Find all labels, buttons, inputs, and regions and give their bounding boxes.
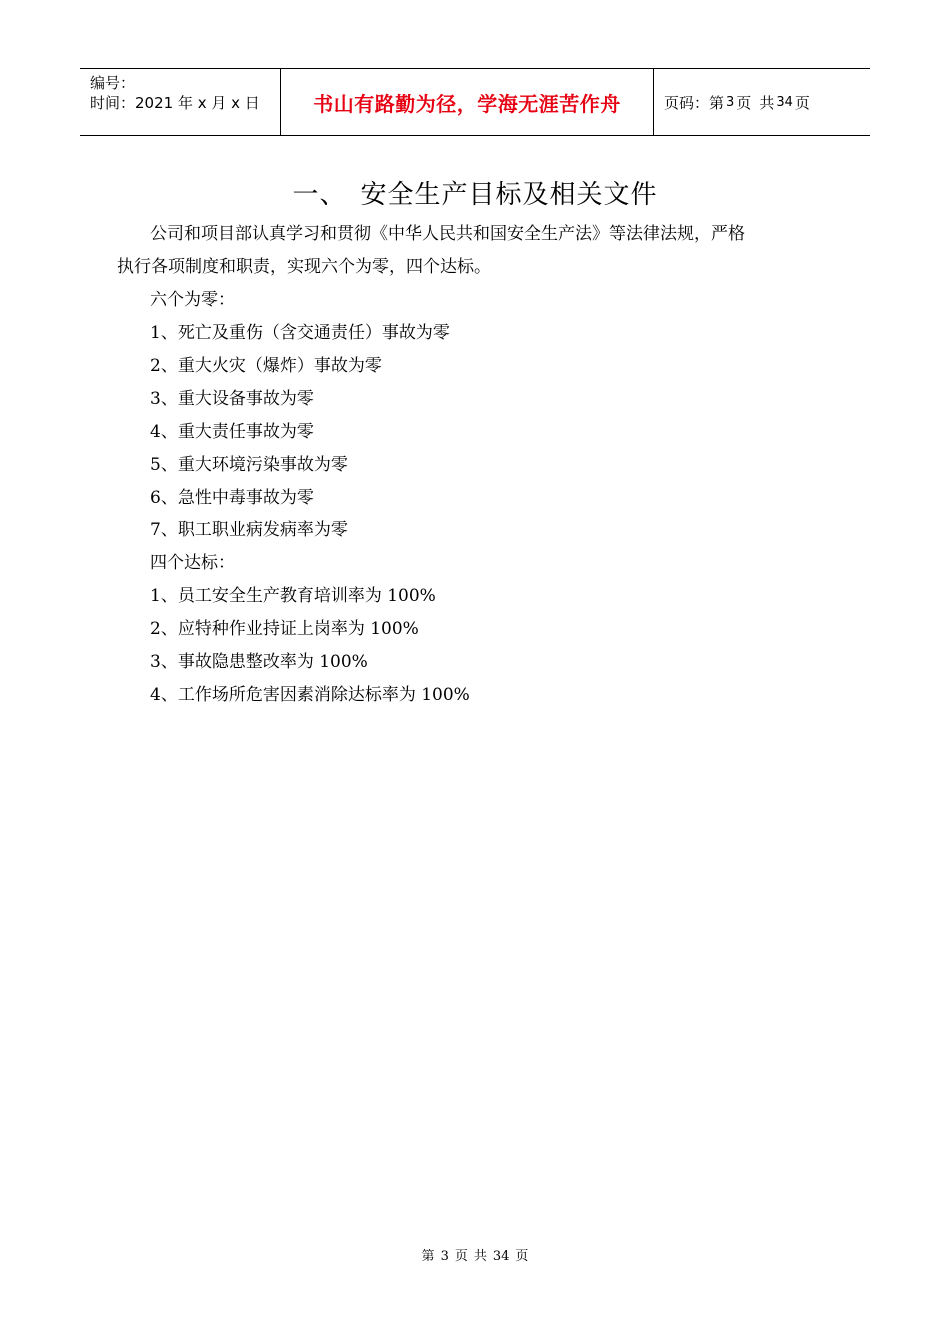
intro-line-2: 执行各项制度和职责，实现六个为零，四个达标。 xyxy=(117,257,491,277)
footer-total-prefix: 共 xyxy=(473,1249,487,1264)
list-item: 4、重大责任事故为零 xyxy=(150,422,314,442)
list-item: 6、急性中毒事故为零 xyxy=(150,488,314,508)
page-current: 3 xyxy=(726,94,735,110)
six-zero-heading: 六个为零： xyxy=(150,290,235,310)
section-title-text: 安全生产目标及相关文件 xyxy=(360,180,658,210)
date-value: 2021 年 x 月 x 日 xyxy=(135,94,260,112)
section-number: 一、 xyxy=(292,180,347,210)
list-item: 7、职工职业病发病率为零 xyxy=(150,520,348,540)
header-page-cell xyxy=(654,69,870,135)
date-line xyxy=(90,93,280,113)
section-title xyxy=(0,174,950,211)
motto-text: 书山有路勤为径，学海无涯苦作舟 xyxy=(313,91,621,116)
intro-line-1: 公司和项目部认真学习和贯彻《中华人民共和国安全生产法》等法律法规，严格 xyxy=(150,224,745,244)
list-item: 4、工作场所危害因素消除达标率为 100% xyxy=(150,685,470,705)
footer-prefix: 第 xyxy=(421,1249,435,1264)
header-motto-cell xyxy=(281,69,654,135)
footer-total: 34 xyxy=(492,1249,510,1264)
footer-current: 3 xyxy=(440,1249,449,1264)
list-item: 3、重大设备事故为零 xyxy=(150,389,314,409)
header-meta-cell xyxy=(80,69,281,135)
list-item: 2、重大火灾（爆炸）事故为零 xyxy=(150,356,382,376)
list-item: 1、死亡及重伤（含交通责任）事故为零 xyxy=(150,323,450,343)
document-header xyxy=(80,68,870,136)
page-unit: 页 xyxy=(736,93,752,112)
list-item: 1、员工安全生产教育培训率为 100% xyxy=(150,586,436,606)
page-total: 34 xyxy=(776,94,793,110)
footer-suffix: 页 xyxy=(515,1249,529,1264)
total-unit: 页 xyxy=(794,93,810,112)
code-label: 编号： xyxy=(90,74,136,92)
list-item: 3、事故隐患整改率为 100% xyxy=(150,652,368,672)
date-label: 时间： xyxy=(90,94,136,112)
four-standard-heading: 四个达标： xyxy=(150,553,235,573)
page-footer xyxy=(0,1245,950,1264)
list-item: 2、应特种作业持证上岗率为 100% xyxy=(150,619,419,639)
footer-mid: 页 xyxy=(454,1249,468,1264)
total-label: 共 xyxy=(759,93,775,112)
page-label: 页码：第 xyxy=(664,93,725,112)
list-item: 5、重大环境污染事故为零 xyxy=(150,455,348,475)
